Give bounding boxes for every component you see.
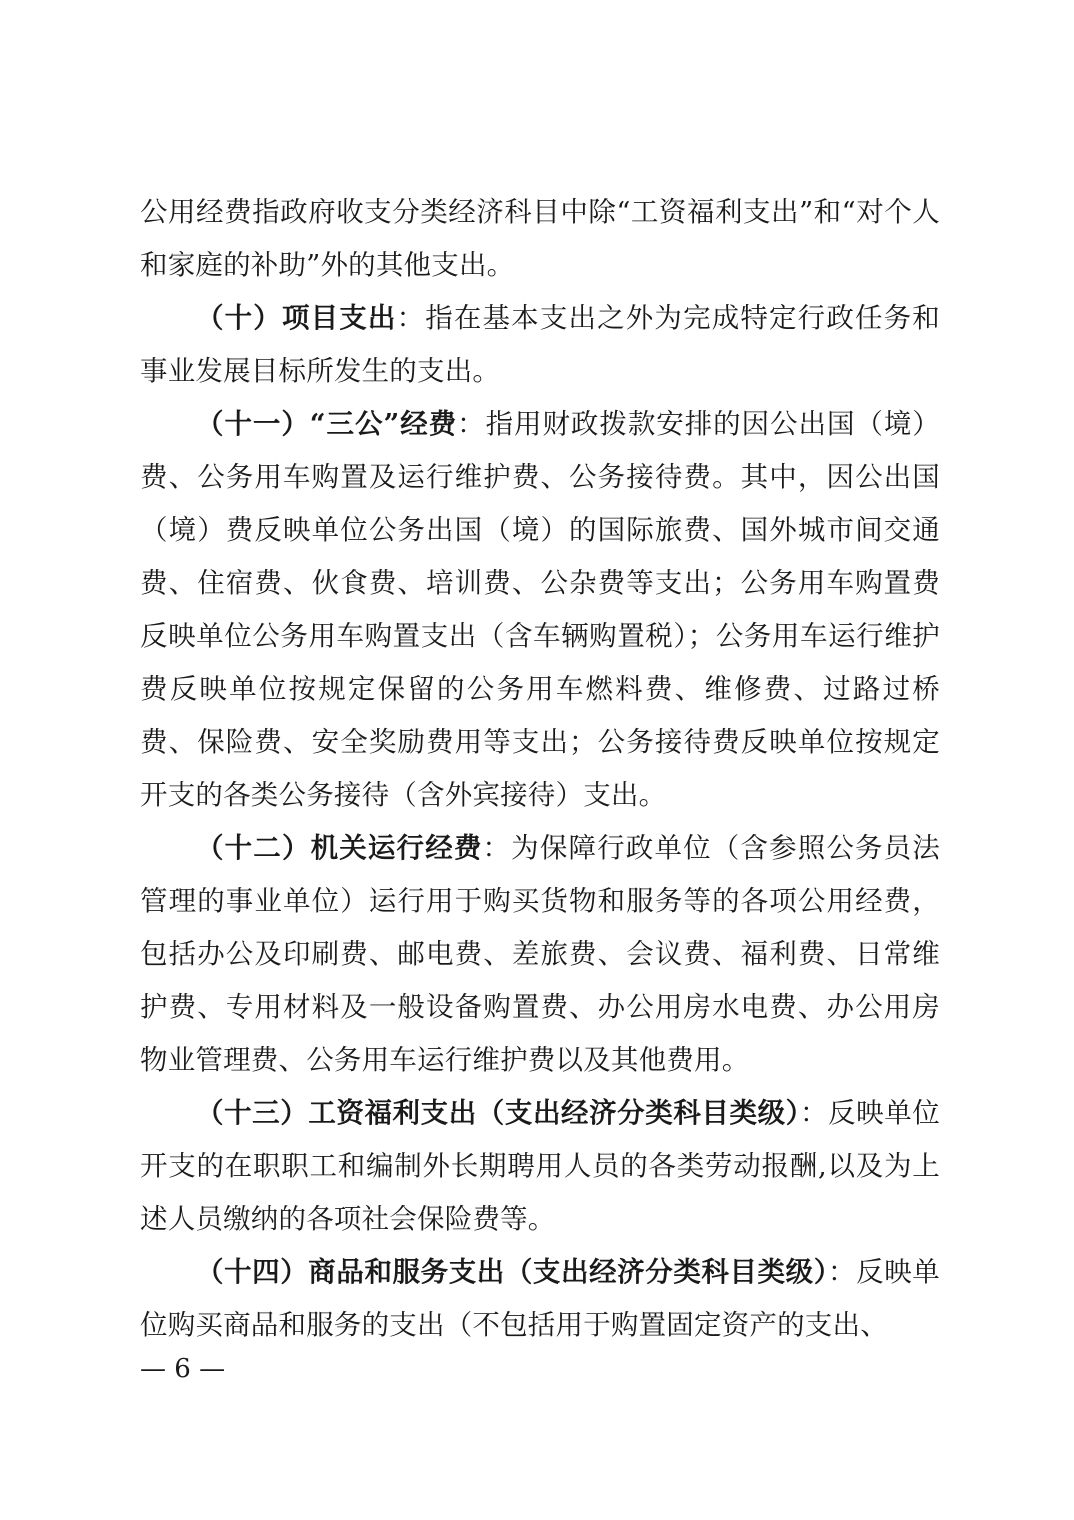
paragraph-lead: （十一）“三公”经费 [196,408,458,440]
paragraph-item-14 [140,1246,940,1352]
paragraph-text: 公用经费指政府收支分类经济科目中除“工资福利支出”和“对个人和家庭的补助”外的其他支出。 [140,196,940,281]
paragraph-public-expenditure [140,186,940,292]
paragraph-item-11 [140,398,940,822]
paragraph-lead: （十）项目支出 [196,302,397,334]
paragraph-lead: （十二）机关运行经费 [196,832,483,864]
paragraph-text: ：指用财政拨款安排的因公出国（境）费、公务用车购置及运行维护费、公务接待费。其中，因公出国（境）费反映单位公务出国（境）的国际旅费、国外城市间交通费、住宿费、伙食费、培训费、公杂费等支出；公务用车购置费反映单位公务用车购置支出（含车辆购置税）；公务用车运行维护费反映单位按规定保留的公务用车燃料费、维修费、过路过桥费、保险费、安全奖励费用等支出；公务接待费反映单位按规定开支的各类公务接待（含外宾接待）支出。 [140,408,940,811]
paragraph-lead: （十三）工资福利支出（支出经济分类科目类级） [196,1097,800,1129]
page-body [140,186,940,1352]
paragraph-text: ：为保障行政单位（含参照公务员法管理的事业单位）运行用于购买货物和服务等的各项公用经费，包括办公及印刷费、邮电费、差旅费、会议费、福利费、日常维护费、专用材料及一般设备购置费、办公用房水电费、办公用房物业管理费、公务用车运行维护费以及其他费用。 [140,832,941,1076]
paragraph-item-12 [140,822,940,1087]
paragraph-item-10 [140,292,940,398]
page-number: — 6 — [140,1354,226,1384]
paragraph-item-13 [140,1087,940,1246]
paragraph-text: ：反映单位购买商品和服务的支出（不包括用于购置固定资产的支出、 [140,1256,940,1341]
paragraph-text: ：指在基本支出之外为完成特定行政任务和事业发展目标所发生的支出。 [140,302,940,387]
paragraph-lead: （十四）商品和服务支出（支出经济分类科目类级） [196,1256,829,1288]
paragraph-text: ：反映单位开支的在职职工和编制外长期聘用人员的各类劳动报酬,以及为上述人员缴纳的各项社会保险费等。 [140,1097,940,1235]
